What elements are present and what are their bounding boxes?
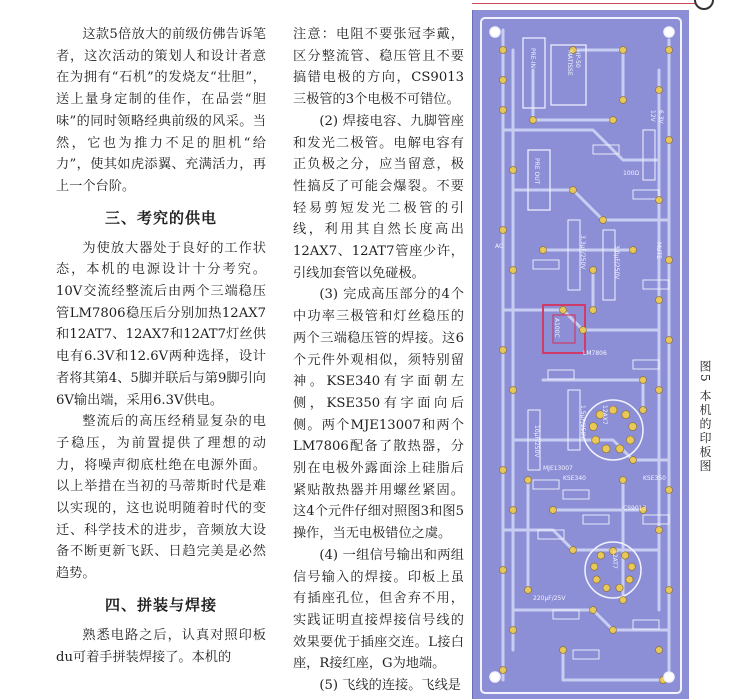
pcb-silk-label: 220μF/25V <box>533 595 566 602</box>
pcb-silk-label: CS9013 <box>623 505 647 512</box>
pcb-silk-label: 12AT7 <box>611 550 618 569</box>
solder-pad <box>666 587 673 594</box>
solder-pad <box>530 117 537 124</box>
pcb-silk-label: HP-50 <box>574 50 581 68</box>
paragraph-step-5: (5) 飞线的连接。飞线是 <box>319 678 461 694</box>
solder-pad <box>510 267 517 274</box>
resistor-outline <box>643 280 669 289</box>
resistor-outline <box>573 650 599 659</box>
mounting-hole <box>490 27 500 37</box>
tube-socket-pin-pad <box>616 445 624 453</box>
pcb-silk-label: PRE-IN <box>529 48 536 69</box>
solder-pad <box>666 257 673 264</box>
solder-pad <box>666 337 673 344</box>
tube-socket-pin-pad <box>592 436 600 444</box>
solder-pad <box>620 477 627 484</box>
figure-caption-number: 图5 <box>698 360 712 384</box>
pcb-silk-label: MJE13007 <box>543 465 573 472</box>
tube-socket-pin-pad <box>603 584 610 591</box>
pcb-silk-label: 1.5μF/250V <box>579 405 586 440</box>
solder-pad <box>525 477 532 484</box>
pcb-silk-label: 12V <box>649 110 656 122</box>
pcb-silk-label: MATISSE <box>566 50 573 76</box>
tube-socket-pin-pad <box>591 563 598 570</box>
solder-pad <box>500 467 507 474</box>
pcb-silk-label: 3.3μF/250V <box>579 235 586 270</box>
solder-pad <box>590 607 597 614</box>
page-corner-mark <box>694 0 714 10</box>
resistor-outline <box>643 515 669 524</box>
article-column-left <box>56 24 266 668</box>
pcb-silk-label: 12AX7 <box>601 405 608 425</box>
solder-pad <box>570 187 577 194</box>
mounting-hole <box>490 672 500 682</box>
pcb-silk-label: KSE340 <box>563 475 586 482</box>
mounting-hole <box>664 672 674 682</box>
pcb-silk-label: A100C <box>553 318 560 338</box>
pcb-silk-label: 100Ω <box>623 170 640 177</box>
solder-pad <box>620 97 627 104</box>
tube-socket-pin-pad <box>616 584 623 591</box>
pcb-silk-label: KSE350 <box>643 475 666 482</box>
pcb-silk-label: 10μF/250V <box>533 425 540 458</box>
solder-pad <box>510 507 517 514</box>
solder-pad <box>500 77 507 84</box>
solder-pad <box>500 347 507 354</box>
pcb-silk-label: MUTE <box>655 242 662 260</box>
pcb-trace <box>513 190 669 220</box>
solder-pad <box>600 217 607 224</box>
solder-pad <box>500 567 507 574</box>
solder-pad <box>656 297 663 304</box>
pcb-drawing <box>473 10 689 699</box>
tube-socket-pin-pad <box>626 436 634 444</box>
section-heading-power-supply: 三、考究的供电 <box>104 208 217 227</box>
solder-pad <box>550 507 557 514</box>
pcb-trace <box>543 380 643 410</box>
resistor-outline <box>633 190 659 199</box>
solder-pad <box>560 307 567 314</box>
resistor-outline <box>633 620 659 629</box>
pcb-silk-label: AC <box>495 243 504 250</box>
resistor-outline <box>583 515 609 524</box>
figure-caption-text: 本机的印板图 <box>698 389 712 474</box>
capacitor-outline <box>568 220 580 290</box>
solder-pad <box>610 117 617 124</box>
solder-pad <box>540 247 547 254</box>
solder-pad <box>630 457 637 464</box>
pcb-silk-label: 3.0μF/250V <box>613 245 620 280</box>
solder-pad <box>656 527 663 534</box>
solder-pad <box>510 627 517 634</box>
pcb-silk-label: PRE OUT <box>533 158 540 185</box>
section-heading-assembly: 四、拼装与焊接 <box>104 595 217 614</box>
article-column-right <box>293 24 464 697</box>
solder-pad <box>510 167 517 174</box>
mounting-hole <box>664 27 674 37</box>
page-top-rule <box>472 3 712 4</box>
tube-socket-pin-pad <box>593 576 600 583</box>
pcb-trace <box>503 130 659 160</box>
solder-pad <box>666 137 673 144</box>
paragraph-step-2: (2) 焊接电容、九脚管座和发光二极管。电解电容有正负极之分，应当留意，极性搞反了可能会爆裂。不要轻易剪短发光二极管的引线，利用其自然长度高出12AX7、12AT7管座少许，引线加套管以免碰极。 <box>293 113 464 281</box>
resistor-outline <box>533 260 559 269</box>
solder-pad <box>570 547 577 554</box>
resistor-outline <box>563 490 589 499</box>
figure-caption <box>694 360 714 473</box>
tube-socket-pin-pad <box>626 576 633 583</box>
tube-socket-pin-pad <box>597 552 604 559</box>
paragraph-caution: 注意：电阻不要张冠李戴，区分整流管、稳压管且不要搞错电极的方向，CS9013三极管的3个电极不可错位。 <box>293 27 464 108</box>
solder-pad <box>590 307 597 314</box>
pcb-silk-label: 6.3V <box>657 110 664 124</box>
capacitor-outline <box>643 130 655 180</box>
paragraph-step-3: (3) 完成高压部分的4个中功率三极管和灯丝稳压的两个三端稳压管的焊接。这6个元件外观相似，须特别留神。KSE340有字面朝左侧，KSE350有字面向后侧。两个MJE13007和两个LM7806配备了散热器，分别在电极外露面涂上硅脂后紧贴散热器并用螺丝紧固。这4个元件仔细对照图3和图5操作，当无电极错位之虞。 <box>293 287 464 542</box>
solder-pad <box>510 387 517 394</box>
tube-socket-pin-pad <box>628 563 635 570</box>
solder-pad <box>666 47 673 54</box>
pcb-silk-label: LM7806 <box>583 350 607 357</box>
solder-pad <box>590 267 597 274</box>
pcb-layout-figure <box>472 10 689 699</box>
solder-pad <box>656 647 663 654</box>
resistor-outline <box>548 370 574 379</box>
resistor-outline <box>533 480 559 489</box>
solder-pad <box>656 387 663 394</box>
paragraph-step-4: (4) 一组信号输出和两组信号输入的焊接。印板上虽有插座孔位，但舍弃不用，实践证明直接焊接信号线的效果要优于插座交连。L接白座，R接红座，G为地端。 <box>293 547 464 672</box>
paragraph-high-voltage: 整流后的高压经稍显复杂的电子稳压，为前置提供了理想的动力，将噪声彻底杜绝在电源外面。以上举措在当初的马蒂斯时代是难以实现的，这也说明随着时代的变迁、科学技术的进步，音频放大设备不断更新飞跃、日趋完美是必然趋势。 <box>56 414 266 582</box>
tube-socket-pin-pad <box>622 552 629 559</box>
solder-pad <box>656 87 663 94</box>
solder-pad <box>640 377 647 384</box>
resistor-outline <box>633 360 659 369</box>
solder-pad <box>500 227 507 234</box>
solder-pad <box>500 47 507 54</box>
solder-pad <box>640 407 647 414</box>
solder-pad <box>560 647 567 654</box>
pcb-trace <box>503 530 659 550</box>
solder-pad <box>500 107 507 114</box>
solder-pad <box>525 587 532 594</box>
tube-socket-pin-pad <box>629 423 637 431</box>
solder-pad <box>656 197 663 204</box>
solder-pad <box>580 327 587 334</box>
solder-pad <box>666 487 673 494</box>
tube-socket-pin-pad <box>589 423 597 431</box>
solder-pad <box>620 47 627 54</box>
solder-pad <box>500 667 507 674</box>
tube-socket-pin-pad <box>609 406 617 414</box>
tube-socket-pin-pad <box>622 411 630 419</box>
paragraph-power-supply: 为使放大器处于良好的工作状态，本机的电源设计十分考究。10V交流经整流后由两个三端稳压管LM7806稳压后分别加热12AX7和12AT7、12AX7和12AT7灯丝供电有6.3V和12.6V两种选择，设计者将其第4、5脚并联后与第9脚引向6V输出端，采用6.3V供电。 <box>56 240 266 408</box>
pcb-trace <box>563 650 663 680</box>
solder-pad <box>620 597 627 604</box>
tube-socket-pin-pad <box>602 445 610 453</box>
solder-pad <box>630 247 637 254</box>
paragraph-intro: 这款5倍放大的前级仿佛告诉笔者，这次活动的策划人和设计者意在为拥有“石机”的发烧友“壮胆”，送上量身定制的佳作，在品尝“胆味”的同时领略经典前级的风采。当然，它也为推力不足的胆机“给力”，使其如虎添翼、充满活力，再上一个台阶。 <box>56 27 266 194</box>
solder-pad <box>610 627 617 634</box>
paragraph-assembly-start: 熟悉电路之后，认真对照印板du可着手拼装焊接了。本机的 <box>56 627 266 665</box>
